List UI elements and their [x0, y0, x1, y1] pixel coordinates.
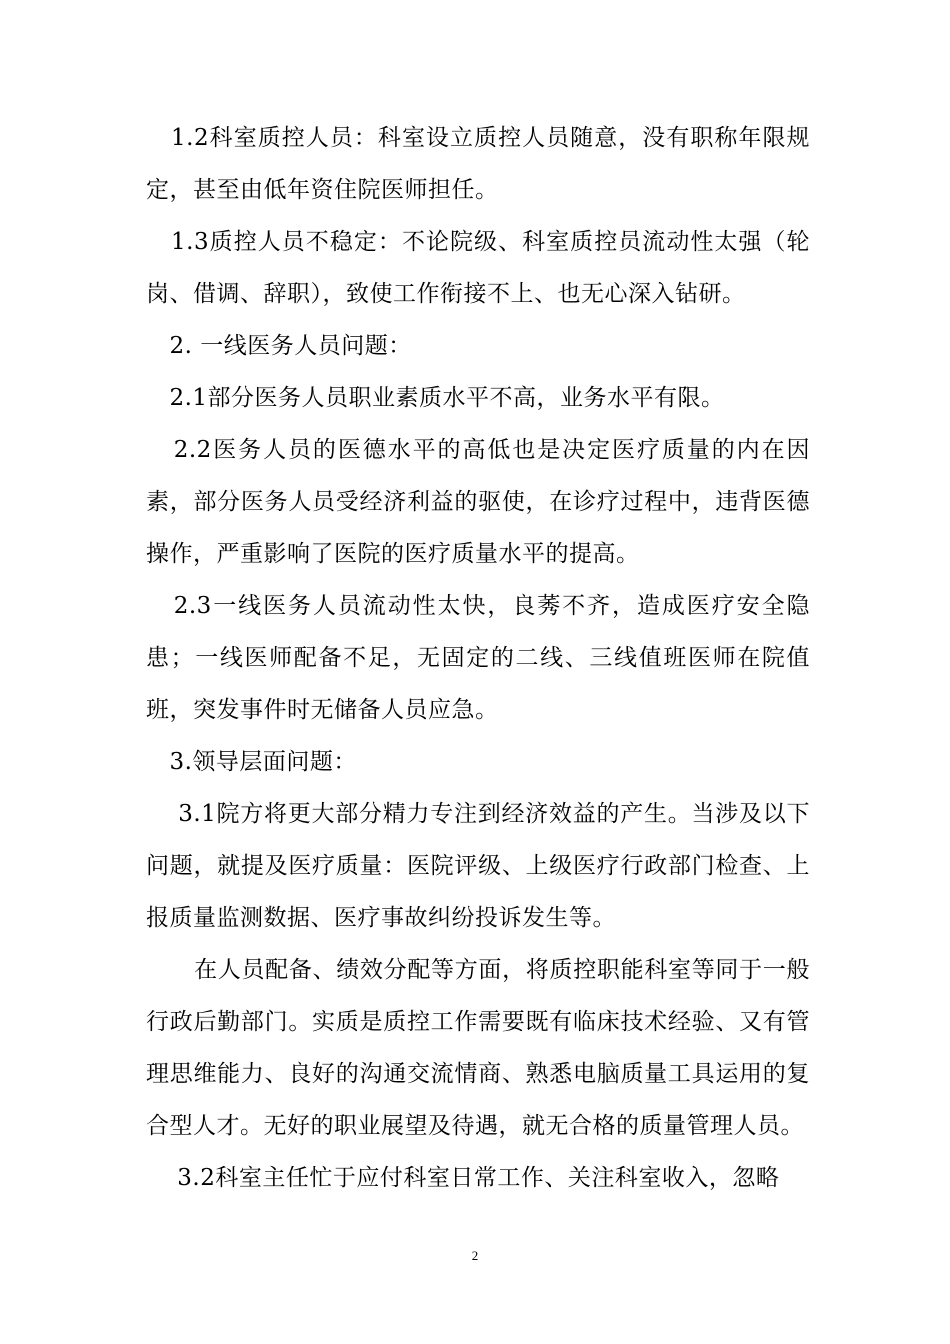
- paragraph-2-2: [146, 424, 810, 580]
- paragraph-text: 2. 一线医务人员问题：: [169, 333, 412, 359]
- paragraph-text: 3.领导层面问题：: [169, 749, 357, 775]
- paragraph-text: 3.1院方将更大部分精力专注到经济效益的产生。当涉及以下问题，就提及医疗质量：医院评级、上级医疗行政部门检查、上报质量监测数据、医疗事故纠纷投诉发生等。: [146, 801, 810, 931]
- section-heading-3: [146, 736, 810, 788]
- paragraph-text: 2.2医务人员的医德水平的高低也是决定医疗质量的内在因素，部分医务人员受经济利益的驱使，在诊疗过程中，违背医德操作，严重影响了医院的医疗质量水平的提高。: [146, 437, 811, 567]
- paragraph-2-1: [146, 372, 810, 424]
- document-body: [146, 112, 810, 1204]
- paragraph-text: 1.3质控人员不稳定：不论院级、科室质控员流动性太强（轮岗、借调、辞职），致使工作衔接不上、也无心深入钻研。: [146, 229, 811, 307]
- paragraph-3-2: [146, 1152, 810, 1204]
- paragraph-2-3: [146, 580, 810, 736]
- paragraph-text: 3.2科室主任忙于应付科室日常工作、关注科室收入，忽略: [177, 1165, 780, 1191]
- page-number: 2: [471, 1248, 479, 1263]
- paragraph-1-3: [146, 216, 810, 320]
- paragraph-1-2: [146, 112, 810, 216]
- paragraph-3-1-continued: [146, 944, 810, 1152]
- section-heading-2: [146, 320, 810, 372]
- paragraph-3-1: [146, 788, 810, 944]
- paragraph-text: 1.2科室质控人员：科室设立质控人员随意，没有职称年限规定，甚至由低年资住院医师担任。: [146, 125, 811, 203]
- paragraph-text: 2.3一线医务人员流动性太快，良莠不齐，造成医疗安全隐患；一线医师配备不足，无固定的二线、三线值班医师在院值班，突发事件时无储备人员应急。: [146, 593, 811, 723]
- paragraph-text: 2.1部分医务人员职业素质水平不高，业务水平有限。: [169, 385, 725, 411]
- paragraph-text: 在人员配备、绩效分配等方面，将质控职能科室等同于一般行政后勤部门。实质是质控工作需要既有临床技术经验、又有管理思维能力、良好的沟通交流情商、熟悉电脑质量工具运用的复合型人才。无好的职业展望及待遇，就无合格的质量管理人员。: [146, 957, 811, 1139]
